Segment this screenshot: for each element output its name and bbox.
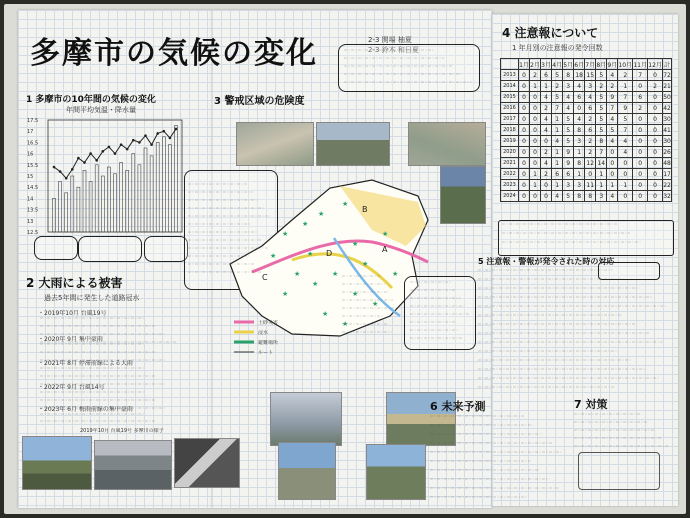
- table-cell: 14: [597, 159, 606, 167]
- section-3-heading: 3 警戒区域の危険度: [214, 96, 305, 107]
- table-cell: 0: [519, 114, 530, 125]
- table-cell: 0: [618, 191, 633, 202]
- evacuation-star-icon: ★: [382, 230, 389, 238]
- table-cell: 22: [663, 181, 671, 189]
- table-cell: 0: [541, 191, 552, 202]
- table-cell: 5: [552, 70, 563, 81]
- table-cell: 4: [541, 114, 552, 125]
- table-cell: 5: [596, 92, 607, 103]
- table-cell: 0: [530, 92, 541, 103]
- table-cell: 0: [648, 114, 663, 125]
- table-cell: 4: [607, 114, 618, 125]
- table-cell: 0: [519, 136, 530, 147]
- map-label-c: C: [262, 273, 268, 282]
- table-cell: 11: [586, 181, 595, 189]
- table-cell: 8: [574, 191, 585, 202]
- table-cell: 0: [607, 158, 618, 169]
- table-year-cell: 2019: [501, 136, 519, 147]
- table-cell: 2: [596, 81, 607, 92]
- table-cell: 0: [633, 81, 648, 92]
- table-cell: 0: [648, 169, 663, 180]
- table-cell: 4月: [552, 59, 563, 70]
- table-cell: 0: [633, 169, 648, 180]
- table-year-cell: 2024: [501, 191, 519, 202]
- table-cell: 6: [633, 92, 648, 103]
- table-cell: 50: [663, 93, 671, 101]
- table-cell: 2: [552, 81, 563, 92]
- table-cell: 6: [563, 169, 574, 180]
- table-cell: 5: [596, 125, 607, 136]
- table-cell: 21: [663, 82, 671, 90]
- table-cell: 3: [585, 81, 596, 92]
- table-cell: 4: [618, 136, 633, 147]
- chart-y-tick-label: 15: [27, 174, 34, 180]
- table-cell: 0: [633, 136, 648, 147]
- section-4-subtitle: 1 年月別の注意報の発令回数: [512, 44, 603, 52]
- page-title: 多摩市の気候の変化: [30, 36, 318, 71]
- table-cell: 1: [552, 114, 563, 125]
- table-cell: 3月: [541, 59, 552, 70]
- table-cell: 4: [574, 81, 585, 92]
- table-cell: 4: [607, 136, 618, 147]
- table-cell: 0: [618, 169, 633, 180]
- table-cell: 0: [607, 147, 618, 158]
- table-cell: 8: [563, 70, 574, 81]
- table-cell: 0: [519, 158, 530, 169]
- table-cell: 5: [596, 114, 607, 125]
- table-cell: 0: [585, 169, 596, 180]
- table-cell: 30: [663, 137, 671, 145]
- table-cell: 8: [596, 136, 607, 147]
- evacuation-star-icon: ★: [294, 270, 301, 278]
- table-cell: 0: [648, 147, 663, 158]
- table-cell: 18: [575, 71, 583, 79]
- table-cell: 4: [574, 114, 585, 125]
- table-cell: 0: [633, 158, 648, 169]
- flood-item-5: ・2023年 6月 梅雨前線の集中豪雨: [38, 406, 133, 413]
- table-cell: 1: [552, 125, 563, 136]
- table-cell: 4: [585, 92, 596, 103]
- table-cell: 0: [541, 180, 552, 191]
- table-cell: 6月: [574, 59, 585, 70]
- table-cell: 0: [519, 169, 530, 180]
- table-cell: 計: [663, 59, 672, 70]
- table-cell: 0: [648, 103, 663, 114]
- table-cell: 0: [607, 169, 618, 180]
- table-cell: 5: [596, 70, 607, 81]
- table-cell: 6: [552, 169, 563, 180]
- table-cell: 2: [633, 103, 648, 114]
- evacuation-star-icon: ★: [352, 290, 359, 298]
- table-year-cell: 2022: [501, 169, 519, 180]
- evacuation-star-icon: ★: [318, 210, 325, 218]
- table-cell: 41: [663, 126, 671, 134]
- evacuation-star-icon: ★: [307, 250, 314, 258]
- table-cell: 4: [607, 70, 618, 81]
- table-cell: 10月: [618, 59, 633, 70]
- table-year-cell: 2020: [501, 147, 519, 158]
- photo-caption-flood: 2019年10月 台風19号 多摩川の様子: [80, 428, 164, 434]
- table-cell: 0: [648, 70, 663, 81]
- table-cell: 17: [663, 170, 671, 178]
- table-cell: 1: [596, 169, 607, 180]
- table-cell: 0: [519, 147, 530, 158]
- table-cell: 0: [648, 191, 663, 202]
- evacuation-star-icon: ★: [270, 252, 277, 260]
- table-cell: 30: [663, 115, 671, 123]
- section-2-subtitle: 過去5年間に発生した道路冠水: [44, 294, 140, 302]
- table-cell: 0: [530, 114, 541, 125]
- table-cell: 7月: [585, 59, 596, 70]
- section-1-heading: 1 多摩市の10年間の気候の変化: [26, 95, 156, 105]
- table-cell: 0: [530, 191, 541, 202]
- table-cell: 2月: [530, 59, 541, 70]
- table-cell: 0: [530, 158, 541, 169]
- flood-item-1: ・2019年10月 台風19号: [38, 310, 107, 317]
- chart-y-tick-label: 16: [27, 151, 34, 158]
- table-cell: 0: [519, 191, 530, 202]
- evacuation-star-icon: ★: [312, 280, 319, 288]
- evacuation-star-icon: ★: [282, 230, 289, 238]
- table-cell: 2: [541, 147, 552, 158]
- table-cell: 3: [574, 180, 585, 191]
- table-cell: 5: [618, 114, 633, 125]
- table-cell: 9: [563, 147, 574, 158]
- table-cell: 2: [530, 70, 541, 81]
- table-cell: 12月: [648, 59, 663, 70]
- table-cell: 4: [552, 191, 563, 202]
- evacuation-star-icon: ★: [392, 270, 399, 278]
- table-cell: 3: [574, 136, 585, 147]
- table-cell: 5月: [563, 59, 574, 70]
- map-label-d: D: [326, 249, 333, 258]
- table-cell: 5: [563, 136, 574, 147]
- table-cell: 0: [519, 180, 530, 191]
- table-cell: 5: [563, 125, 574, 136]
- section-6-heading: 6 未来予測: [430, 400, 486, 413]
- table-cell: 6: [574, 92, 585, 103]
- table-cell: 4: [618, 147, 633, 158]
- table-cell: 0: [530, 136, 541, 147]
- table-cell: 2: [585, 136, 596, 147]
- table-cell: 0: [574, 103, 585, 114]
- table-cell: 0: [519, 92, 530, 103]
- legend-flood: 浸水: [258, 330, 269, 336]
- table-cell: 48: [663, 159, 671, 167]
- flood-item-2: ・2020年 9月 集中豪雨: [38, 336, 103, 343]
- table-cell: 4: [552, 136, 563, 147]
- table-cell: 1: [552, 158, 563, 169]
- chart-y-tick-label: 17.5: [27, 118, 39, 124]
- table-cell: 5: [563, 114, 574, 125]
- table-cell: 2: [585, 147, 596, 158]
- table-cell: 0: [648, 180, 663, 191]
- table-cell: 0: [519, 81, 530, 92]
- section-7-heading: 7 対策: [574, 398, 608, 411]
- table-cell: 5: [607, 125, 618, 136]
- table-cell: 8月: [596, 59, 607, 70]
- chart-y-tick-label: 17: [27, 129, 34, 136]
- chart-y-tick-label: 13: [27, 218, 34, 225]
- flood-item-3: ・2021年 8月 停滞前線による大雨: [38, 360, 133, 367]
- chart-y-tick-label: 15.5: [27, 162, 39, 169]
- section-2-heading: 2 大雨による被害: [26, 276, 123, 290]
- table-cell: 8: [574, 158, 585, 169]
- table-cell: 6: [585, 125, 596, 136]
- table-cell: 1: [618, 180, 633, 191]
- table-cell: 1: [618, 81, 633, 92]
- table-cell: 7: [607, 103, 618, 114]
- table-cell: 0: [519, 125, 530, 136]
- table-cell: 8: [574, 125, 585, 136]
- table-cell: 0: [648, 158, 663, 169]
- table-cell: 32: [663, 192, 671, 200]
- table-cell: 0: [633, 125, 648, 136]
- table-cell: 0: [519, 70, 530, 81]
- evacuation-star-icon: ★: [372, 300, 379, 308]
- table-cell: 0: [648, 125, 663, 136]
- table-cell: 1: [607, 180, 618, 191]
- table-cell: 4: [563, 103, 574, 114]
- table-cell: 0: [633, 191, 648, 202]
- table-year-cell: 2018: [501, 125, 519, 136]
- table-year-cell: 2014: [501, 81, 519, 92]
- table-cell: 3: [563, 81, 574, 92]
- table-cell: 2: [585, 114, 596, 125]
- map-label-a: A: [382, 245, 388, 254]
- table-cell: 7: [552, 103, 563, 114]
- table-cell: 15: [586, 71, 595, 79]
- table-cell: 4: [563, 92, 574, 103]
- legend-landslide: 土砂災害: [258, 320, 279, 326]
- table-cell: 5: [552, 92, 563, 103]
- table-cell: 1: [530, 180, 541, 191]
- table-cell: 7: [633, 70, 648, 81]
- map-label-b: B: [362, 205, 368, 214]
- table-cell: 26: [663, 148, 671, 156]
- table-cell: 1: [552, 180, 563, 191]
- table-cell: 0: [633, 114, 648, 125]
- table-cell: 7: [596, 147, 607, 158]
- evacuation-star-icon: ★: [342, 200, 349, 208]
- author-line-2: 2-3 鈴木 和日夏: [368, 46, 419, 54]
- table-cell: 2: [648, 81, 663, 92]
- table-cell: 72: [663, 71, 671, 79]
- table-cell: 1: [552, 147, 563, 158]
- author-line-1: 2-3 関場 柚夏: [368, 36, 412, 44]
- table-year-cell: 2015: [501, 92, 519, 103]
- table-cell: 1: [596, 180, 607, 191]
- table-cell: 1: [574, 169, 585, 180]
- table-cell: 5: [596, 103, 607, 114]
- table-cell: 12: [586, 159, 595, 167]
- evacuation-star-icon: ★: [322, 310, 329, 318]
- evacuation-star-icon: ★: [342, 320, 349, 328]
- table-cell: 5: [563, 191, 574, 202]
- table-cell: 0: [530, 103, 541, 114]
- table-cell: 9: [618, 103, 633, 114]
- table-cell: 4: [607, 191, 618, 202]
- table-cell: 7: [618, 125, 633, 136]
- table-cell: 0: [633, 180, 648, 191]
- table-year-cell: 2016: [501, 103, 519, 114]
- table-cell: 0: [530, 125, 541, 136]
- chart-y-tick-label: 12.5: [27, 230, 39, 236]
- table-cell: 6: [541, 70, 552, 81]
- table-cell: 0: [648, 136, 663, 147]
- evacuation-star-icon: ★: [352, 240, 359, 248]
- table-cell: 4: [541, 92, 552, 103]
- chart-y-tick-label: 16.5: [27, 140, 39, 147]
- legend-shelter: 避難場所: [258, 340, 279, 346]
- table-cell: 1月: [519, 59, 530, 70]
- table-cell: 9月: [607, 59, 618, 70]
- table-year-cell: 2023: [501, 180, 519, 191]
- table-cell: 9: [563, 158, 574, 169]
- table-cell: 1: [530, 81, 541, 92]
- chart-y-tick-label: 14.5: [27, 185, 39, 192]
- chart-y-tick-label: 14: [27, 196, 34, 203]
- table-cell: 4: [541, 125, 552, 136]
- chart-y-tick-label: 13.5: [27, 207, 39, 214]
- table-cell: 8: [585, 191, 596, 202]
- flood-item-4: ・2022年 9月 台風14号: [38, 384, 105, 391]
- table-year-cell: 2017: [501, 114, 519, 125]
- table-cell: 3: [563, 180, 574, 191]
- table-cell: 9: [607, 92, 618, 103]
- table-cell: 0: [648, 92, 663, 103]
- section-5-heading: 5 注意報・警報が発令された時の対応: [478, 257, 615, 266]
- table-cell: 6: [585, 103, 596, 114]
- table-cell: 0: [530, 147, 541, 158]
- table-cell: 1: [541, 81, 552, 92]
- table-cell: 2: [607, 81, 618, 92]
- table-cell: 2: [541, 103, 552, 114]
- evacuation-star-icon: ★: [302, 220, 309, 228]
- table-year-cell: 2013: [501, 70, 519, 81]
- table-cell: 11月: [633, 59, 648, 70]
- table-cell: 0: [633, 147, 648, 158]
- evacuation-star-icon: ★: [362, 260, 369, 268]
- evacuation-star-icon: ★: [282, 290, 289, 298]
- table-cell: 0: [519, 103, 530, 114]
- evacuation-star-icon: ★: [332, 270, 339, 278]
- table-cell: 2: [541, 169, 552, 180]
- table-cell: 0: [618, 158, 633, 169]
- table-cell: 1: [574, 147, 585, 158]
- table-cell: 3: [596, 191, 607, 202]
- table-cell: 0: [541, 136, 552, 147]
- table-cell: 42: [663, 104, 671, 112]
- section-1-subtitle: 年間平均気温・降水量: [66, 106, 136, 114]
- table-year-cell: 2021: [501, 158, 519, 169]
- legend-route: ルート: [258, 350, 274, 356]
- table-cell: 2: [618, 70, 633, 81]
- section-4-heading: 4 注意報について: [502, 26, 599, 40]
- table-cell: 4: [541, 158, 552, 169]
- table-cell: 7: [618, 92, 633, 103]
- table-cell: 1: [530, 169, 541, 180]
